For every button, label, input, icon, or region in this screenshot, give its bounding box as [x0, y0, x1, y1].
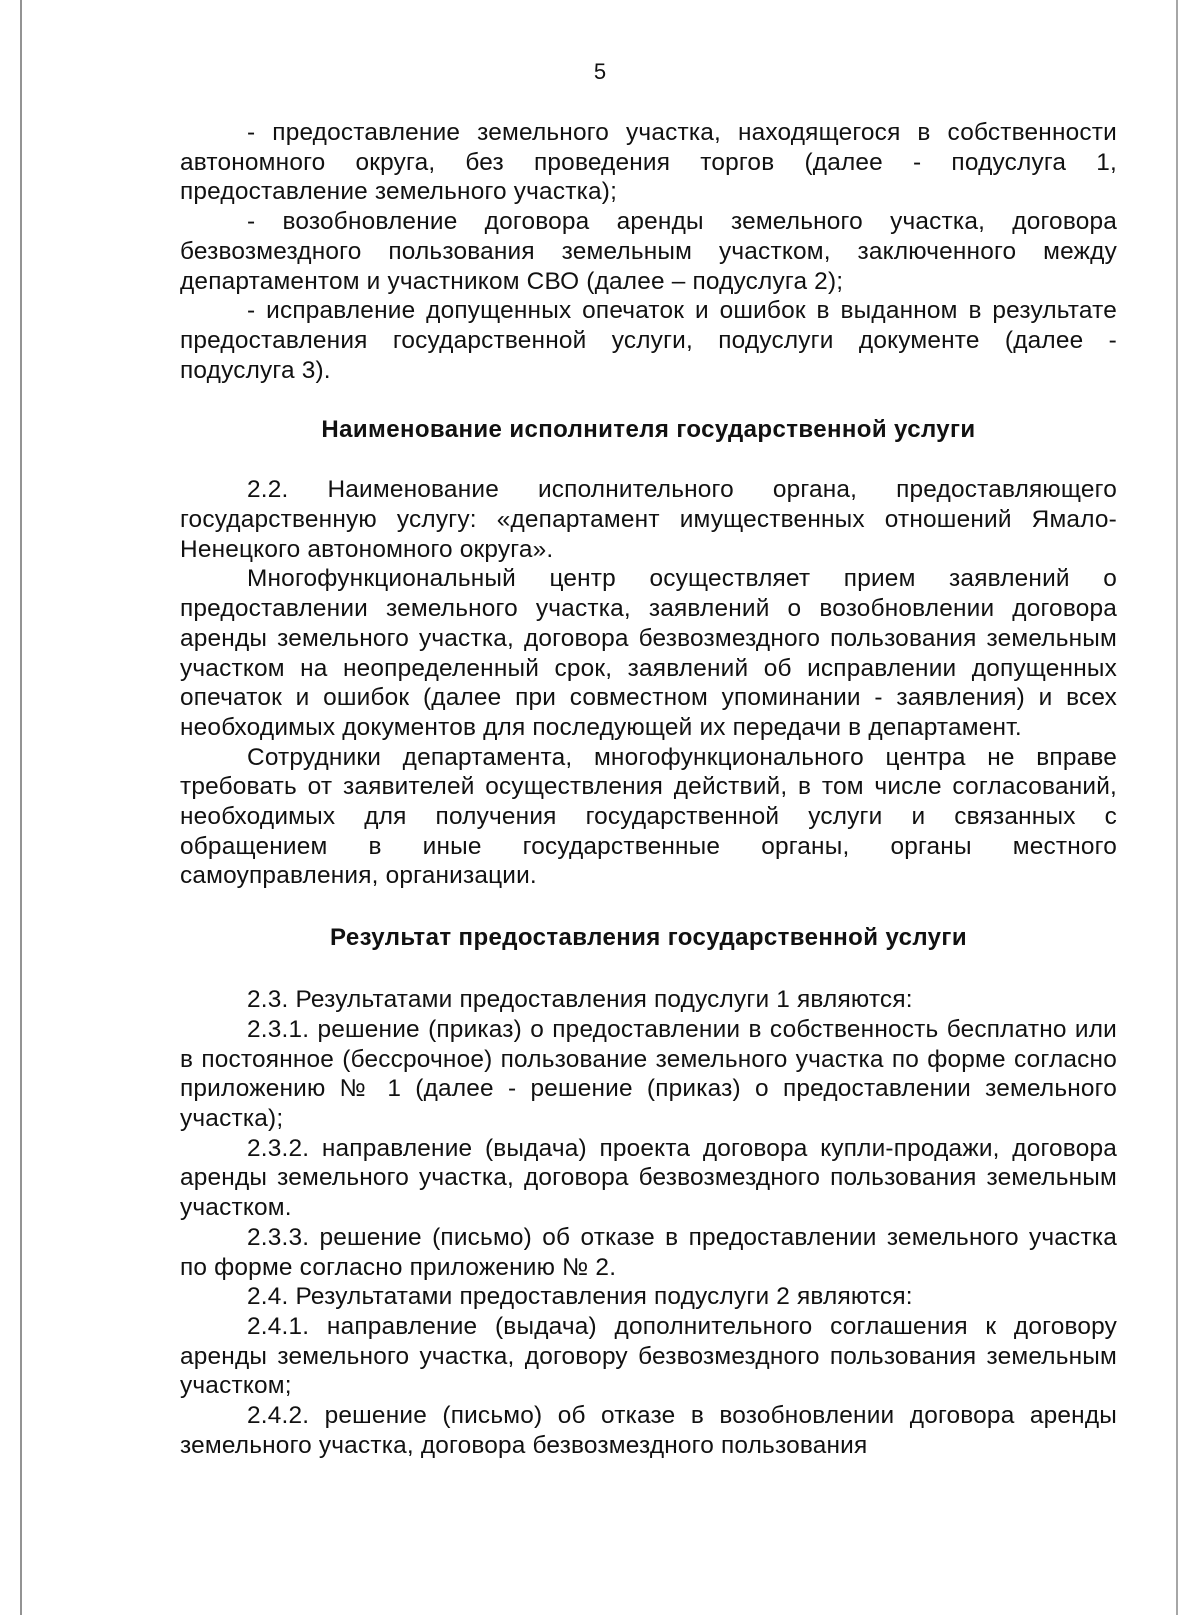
- list-item: - исправление допущенных опечаток и ошибок в выданном в результате предоставления государственной услуги, подуслуги документе (далее - подуслуга 3).: [180, 297, 1117, 384]
- executor-section: [180, 475, 1117, 891]
- paragraph: 2.3.1. решение (приказ) о предоставлении в собственность бесплатно или в постоянное (бессрочное) пользование земельного участка по форме согласно приложению № 1 (далее - решение (приказ) о предоставлении земельного участка);: [180, 1015, 1117, 1132]
- section-heading-result: Результат предоставления государственной услуги: [330, 924, 967, 952]
- paragraph: 2.4.1. направление (выдача) дополнительного соглашения к договору аренды земельного участка, договору безвозмездного пользования земельным участком;: [180, 1312, 1117, 1400]
- paragraph: 2.3. Результатами предоставления подуслуги 1 являются:: [247, 986, 913, 1014]
- scan-right-edge: [1176, 0, 1178, 1615]
- section-heading-executor: Наименование исполнителя государственной услуги: [321, 416, 976, 444]
- list-item: - возобновление договора аренды земельного участка, договора безвозмездного пользования земельным участком, заключенного между департаментом и участником СВО (далее – подуслуга 2);: [180, 208, 1117, 295]
- paragraph: Сотрудники департамента, многофункционального центра не вправе требовать от заявителей осуществления действий, в том числе согласований, необходимых для получения государственной услуги и связанных с обращением в иные государственные органы, органы местного самоуправления, организации.: [180, 743, 1117, 890]
- document-body: [180, 118, 1117, 1460]
- intro-list: [180, 118, 1117, 385]
- paragraph: Многофункциональный центр осуществляет прием заявлений о предоставлении земельного участка, заявлений о возобновлении договора аренды земельного участка, договора безвозмездного пользования земельным участком на неопределенный срок, заявлений об исправлении допущенных опечаток и ошибок (далее при совместном упоминании - заявления) и всех необходимых документов для последующей их передачи в департамент.: [180, 565, 1117, 741]
- page-number: 5: [593, 59, 607, 84]
- paragraph: 2.3.3. решение (письмо) об отказе в предоставлении земельного участка по форме согласно приложению № 2.: [180, 1223, 1117, 1281]
- list-item: - предоставление земельного участка, находящегося в собственности автономного округа, без проведения торгов (далее - подуслуга 1, предоставление земельного участка);: [180, 119, 1117, 206]
- paragraph: 2.4.2. решение (письмо) об отказе в возобновлении договора аренды земельного участка, договора безвозмездного пользования: [180, 1402, 1117, 1459]
- paragraph: 2.4. Результатами предоставления подуслуги 2 являются:: [247, 1283, 913, 1311]
- result-section: [180, 985, 1117, 1460]
- scan-left-edge: [20, 0, 22, 1615]
- paragraph: 2.3.2. направление (выдача) проекта договора купли-продажи, договора аренды земельного участка, договора безвозмездного пользования земельным участком.: [180, 1134, 1117, 1222]
- paragraph: 2.2. Наименование исполнительного органа, предоставляющего государственную услугу: «департамент имущественных отношений Ямало-Ненецкого автономного округа».: [180, 476, 1117, 563]
